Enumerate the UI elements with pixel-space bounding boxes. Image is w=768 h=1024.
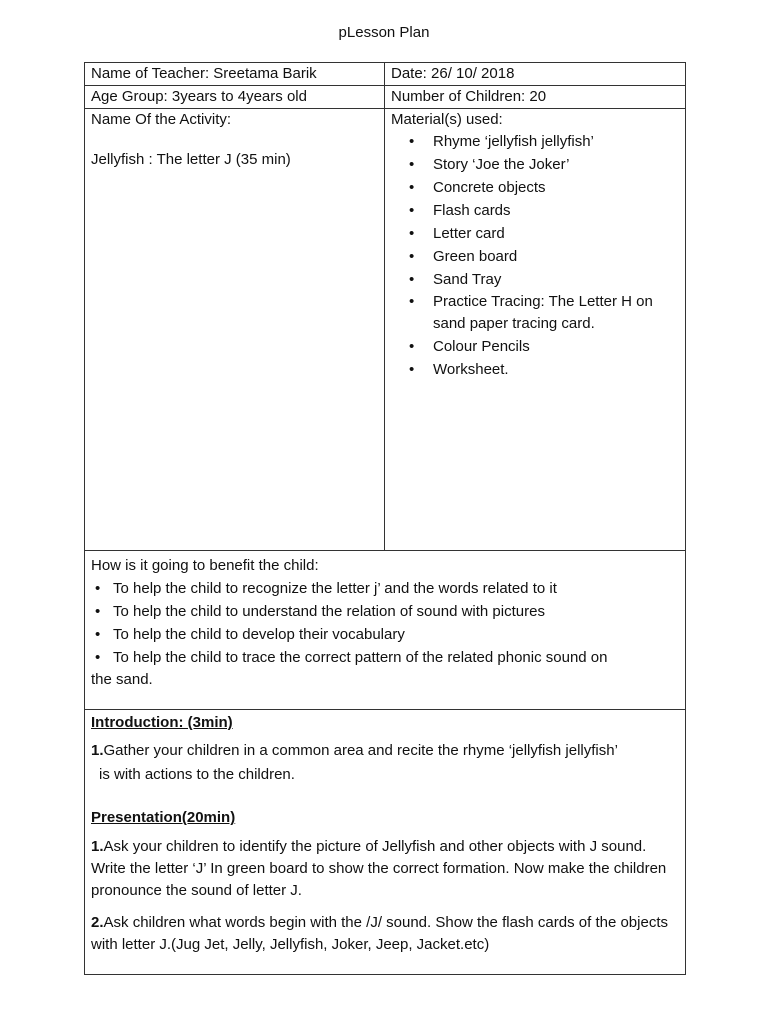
- list-item: • Practice Tracing: The Letter H on sand paper tracing card.: [433, 291, 685, 335]
- activity-label: Name Of the Activity:: [91, 111, 232, 128]
- list-item: • Letter card: [433, 222, 685, 245]
- materials-list: [391, 130, 685, 381]
- activity-cell: [85, 109, 385, 550]
- lesson-plan-table: [84, 62, 686, 975]
- benefits-cell: [85, 551, 685, 709]
- table-row-age-children: [85, 86, 685, 109]
- presentation-step-1: [91, 836, 675, 902]
- list-item: • To help the child to recognize the letter j’ and the words related to it: [113, 577, 675, 600]
- introduction-step: [91, 739, 675, 763]
- benefits-label: How is it going to benefit the child:: [91, 557, 319, 574]
- procedure-cell: [85, 710, 685, 976]
- teacher-name: Name of Teacher: Sreetama Barik: [85, 63, 385, 85]
- materials-label: Material(s) used:: [391, 111, 503, 128]
- table-row-procedure: [85, 710, 685, 976]
- introduction-step-continuation: is with actions to the children.: [99, 766, 295, 783]
- table-row-benefits: [85, 551, 685, 710]
- table-row-teacher-date: [85, 63, 685, 86]
- table-row-activity-materials: [85, 109, 685, 551]
- step-number: 2.: [91, 914, 104, 931]
- list-item: • To help the child to develop their vocabulary: [113, 623, 675, 646]
- list-item: • To help the child to understand the relation of sound with pictures: [113, 600, 675, 623]
- list-item: • Concrete objects: [433, 176, 685, 199]
- step-number: 1.: [91, 838, 104, 855]
- presentation-heading: Presentation(20min): [91, 809, 236, 826]
- list-item: • Story ‘Joe the Joker’: [433, 153, 685, 176]
- benefits-continuation: the sand.: [91, 671, 153, 688]
- list-item: • Colour Pencils: [433, 335, 685, 358]
- presentation-step-2: [91, 912, 675, 956]
- step-text: Ask your children to identify the picture of Jellyfish and other objects with J sound. Write the letter ‘J’ In green board to show the correct formation. Now make the children pronounce the sound of letter J.: [91, 838, 667, 899]
- step-text: Gather your children in a common area and recite the rhyme ‘jellyfish jellyfish’: [103, 742, 618, 759]
- list-item: • Worksheet.: [433, 358, 685, 381]
- list-item: • Sand Tray: [433, 268, 685, 291]
- age-group: Age Group: 3years to 4years old: [85, 86, 385, 108]
- number-of-children: Number of Children: 20: [391, 88, 547, 105]
- step-number: 1.: [91, 742, 104, 759]
- list-item: • Rhyme ‘jellyfish jellyfish’: [433, 130, 685, 153]
- list-item: • Flash cards: [433, 199, 685, 222]
- list-item: • Green board: [433, 245, 685, 268]
- list-item: • To help the child to trace the correct pattern of the related phonic sound on: [113, 646, 675, 669]
- benefits-list: [91, 577, 675, 669]
- activity-name: Jellyfish : The letter J (35 min): [91, 151, 291, 168]
- document-title: pLesson Plan: [338, 24, 430, 41]
- materials-cell: [385, 109, 685, 550]
- lesson-date: Date: 26/ 10/ 2018: [391, 65, 515, 82]
- step-text: Ask children what words begin with the /J/ sound. Show the flash cards of the objects with letter J.(Jug Jet, Jelly, Jellyfish, Joker, Jeep, Jacket.etc): [91, 914, 668, 953]
- introduction-heading: Introduction: (3min): [91, 714, 233, 731]
